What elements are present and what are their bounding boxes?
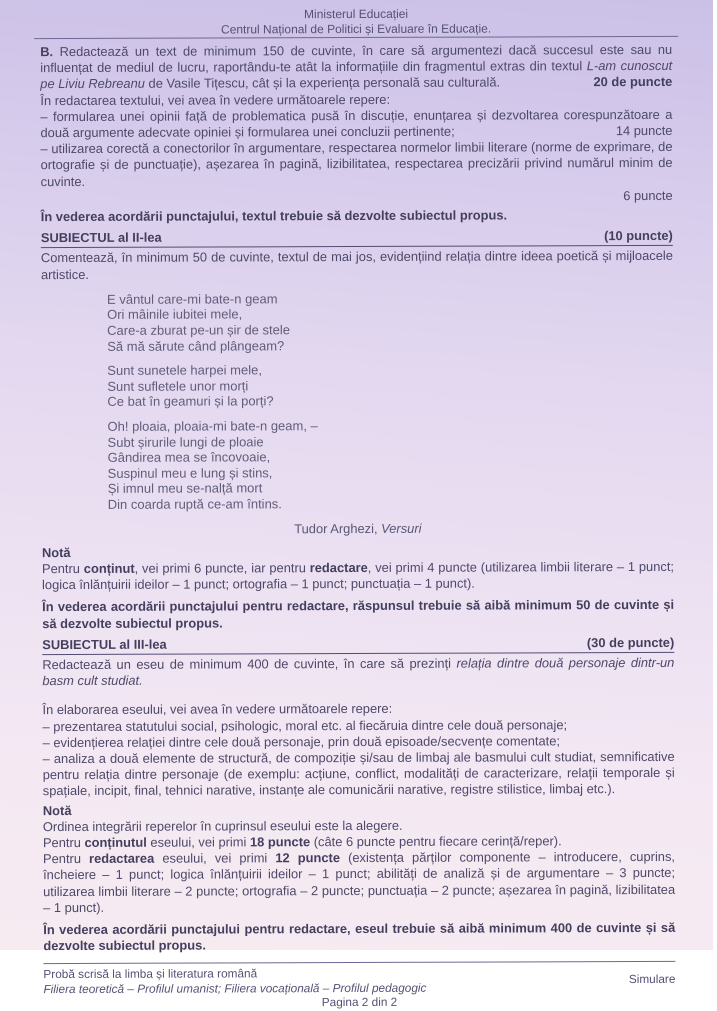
poem-line: Oh! ploaia, ploaia-mi bate-n geam, –	[107, 418, 318, 434]
poem-line: Ce bat în geamuri și la porți?	[107, 393, 274, 410]
bullet-connectors-points: 6 puncte	[623, 187, 673, 203]
note-bold-12-puncte: 12 puncte	[275, 850, 341, 866]
redaction-intro: În redactarea textului, vei avea în vedere următoarele repere:	[40, 91, 391, 108]
subject2-task: Comentează, în minimum 50 de cuvinte, textul de mai jos, evidențiind relația dintre ideea poetică și mijloacele artistice.	[40, 248, 673, 282]
poem-line: Sunt sunetele harpei mele,	[107, 362, 262, 379]
note-text: Pentru	[41, 560, 84, 577]
poem-line: E vântul care-mi bate-n geam	[107, 291, 278, 307]
subject2-title: SUBIECTUL al II-lea	[40, 229, 162, 246]
task-b-points: 20 de puncte	[593, 74, 673, 90]
note-text: Pentru	[42, 851, 90, 867]
poem-line: Sunt sufletele unor morți	[107, 378, 249, 394]
bullet-connectors: – utilizarea corectă a conectorilor în argumentare, respectarea normelor limbii literare (norme de exprimare, de ortografie și de punctuație), așezarea în pagină, lizibilitatea, respectarea precizării privind numărul minim de cuvinte.	[40, 139, 673, 189]
ministry-title: Ministerul Educației	[303, 6, 409, 22]
subject3-title-row	[42, 635, 674, 655]
poem-author: Tudor Arghezi,	[294, 520, 382, 536]
task-b-text-1: Redactează un text de minimum 150 de cuvinte, în care să argumentezi dacă succesul este sau nu influențat de mediul de lucru, raportându-te atât la informațiile din fragmentul extras din textul	[40, 41, 673, 76]
document-header	[40, 6, 672, 37]
note-text: Pentru	[42, 834, 85, 851]
poem-volume: Versuri	[381, 520, 422, 536]
subject3-bullet-1: – prezentarea statutului social, psihologic, moral etc. al fiecăruia dintre cele două personaje;	[42, 716, 568, 734]
footer-exam-name: Probă scrisă la limba și literatura română	[43, 966, 258, 982]
poem-line: Suspinul meu e lung și stins,	[107, 465, 273, 481]
poem-stanza-3	[107, 417, 673, 513]
poem-line: Ori mâinile iubitei mele,	[107, 306, 243, 323]
task-b-source-title: L-am cunoscut pe Liviu Rebreanu	[40, 58, 673, 92]
subject3-title: SUBIECTUL al III-lea	[42, 636, 167, 652]
poem-line: Care-a zburat pe-un șir de stele	[107, 322, 290, 338]
subject3-bullet-3: – analiza a două elemente de structură, de compoziție și/sau de limbaj ale basmului cult studiat, semnificative pentru relația dintre personaje (de exemplu: acțiune, conflict, modalități de caracterizare, relații temporale și spațiale, incipit, final, tehnici narative, instanțe ale comunicării narative, registre stilistice, limbaj etc.).	[42, 748, 675, 799]
poem-stanza-1	[107, 290, 673, 354]
footer-page-number: Pagina 2 din 2	[321, 995, 398, 1010]
document-footer	[43, 961, 675, 1010]
task-b-label: B.	[40, 44, 54, 60]
subject3-points: (30 de puncte)	[586, 634, 675, 650]
note-bold-continut: conținut	[83, 560, 135, 576]
poem-line: Gândirea mea se încovoaie,	[107, 449, 271, 466]
note-bold-redactarea: redactarea	[89, 850, 155, 867]
poem-attribution	[42, 519, 674, 537]
task-b-paragraph	[40, 42, 672, 93]
subject3-requirement: În vederea acordării punctajului pentru redactare, eseul trebuie să aibă minimum 400 de cuvinte și să dezvolte subiectul propus.	[43, 919, 676, 954]
cnpee-title: Centrul Național de Politici și Evaluare în Educație.	[220, 21, 492, 36]
subject2-note-label: Notă	[41, 544, 71, 560]
subject3-note-line1: Ordinea integrării reperelor în cuprinsul eseului este la alegere.	[42, 817, 403, 834]
note-text: , vei primi 6 puncte, iar pentru	[134, 560, 310, 576]
subject3-task	[42, 655, 674, 690]
poem-line: Subt șirurile lungi de ploaie	[107, 433, 264, 450]
simulare-label: Simulare	[628, 972, 676, 987]
subject3-bullet-2: – evidențierea relației dintre cele două personaje, prin două episoade/secvențe comentate;	[42, 733, 561, 750]
subject2-note	[42, 559, 674, 594]
task-b-requirement: În vederea acordării punctajului, textul trebuie să dezvolte subiectul propus.	[40, 207, 508, 225]
poem-stanza-2	[107, 361, 673, 410]
note-text: (câte 6 puncte pentru fiecare cerință/reper).	[310, 833, 562, 850]
poem-line: Să mă sărute când plângeam?	[107, 337, 285, 354]
subject3-note-label: Notă	[42, 802, 72, 818]
poem-line: Din coarda ruptă ce-am întins.	[107, 496, 282, 512]
poem	[107, 290, 674, 513]
subject3-task-theme: relația dintre două personaje dintr-un basm cult studiat.	[42, 654, 675, 689]
bullet-opinion-points: 14 puncte	[615, 122, 673, 139]
poem-line: Și imnul meu se-nalță mort	[107, 480, 263, 497]
subject3-intro: În elaborarea eseului, vei avea în vedere următoarele repere:	[42, 701, 393, 718]
task-b-text-2: de Vasile Tițescu, cât și la experiența personală sau culturală.	[144, 74, 501, 92]
subject3-note-line3	[43, 849, 675, 916]
footer-track-line: Filiera teoretică – Profilul umanist; Filiera vocațională – Profilul pedagogic	[43, 980, 427, 996]
note-text: eseului, vei primi	[154, 850, 276, 866]
subject2-requirement: În vederea acordării punctajului pentru redactare, răspunsul trebuie să aibă minimum 50 de cuvinte și să dezvolte subiectul propus.	[42, 597, 675, 631]
note-text: eseului, vei primi	[146, 834, 250, 850]
subject2-points: (10 puncte)	[604, 228, 673, 244]
bullet-opinion	[40, 107, 672, 142]
note-bold-continutul: conținutul	[84, 834, 147, 850]
bullet-opinion-text: – formularea unei opinii față de problematica pusă în discuție, enunțarea și dezvoltarea corespunzătoare a două argumente adecvate opiniei și formularea unei concluzii pertinente;	[40, 106, 673, 141]
note-bold-18-puncte: 18 puncte	[249, 834, 311, 850]
note-text: (existența părților componente – introducere, cuprins, încheiere – 1 punct; logica înlănțuirii ideilor – 1 punct; abilități de analiză și de argumentare – 3 puncte; utilizarea limbii literare – 2 puncte; ortografia – 2 puncte; punctuația – 2 puncte; așezarea în pagină, lizibilitatea – 1 punct).	[43, 849, 676, 915]
note-bold-redactare: redactare	[309, 559, 368, 576]
note-text: , vei primi 4 puncte (utilizarea limbii literare – 1 punct; logica înlănțuirii ideilor – 1 punct; ortografia – 1 punct; punctuația – 1 punct).	[42, 558, 675, 593]
subject3-task-text: Redactează un eseu de minimum 400 de cuvinte, în care să prezinți	[42, 655, 457, 673]
subject2-title-row	[41, 228, 673, 248]
